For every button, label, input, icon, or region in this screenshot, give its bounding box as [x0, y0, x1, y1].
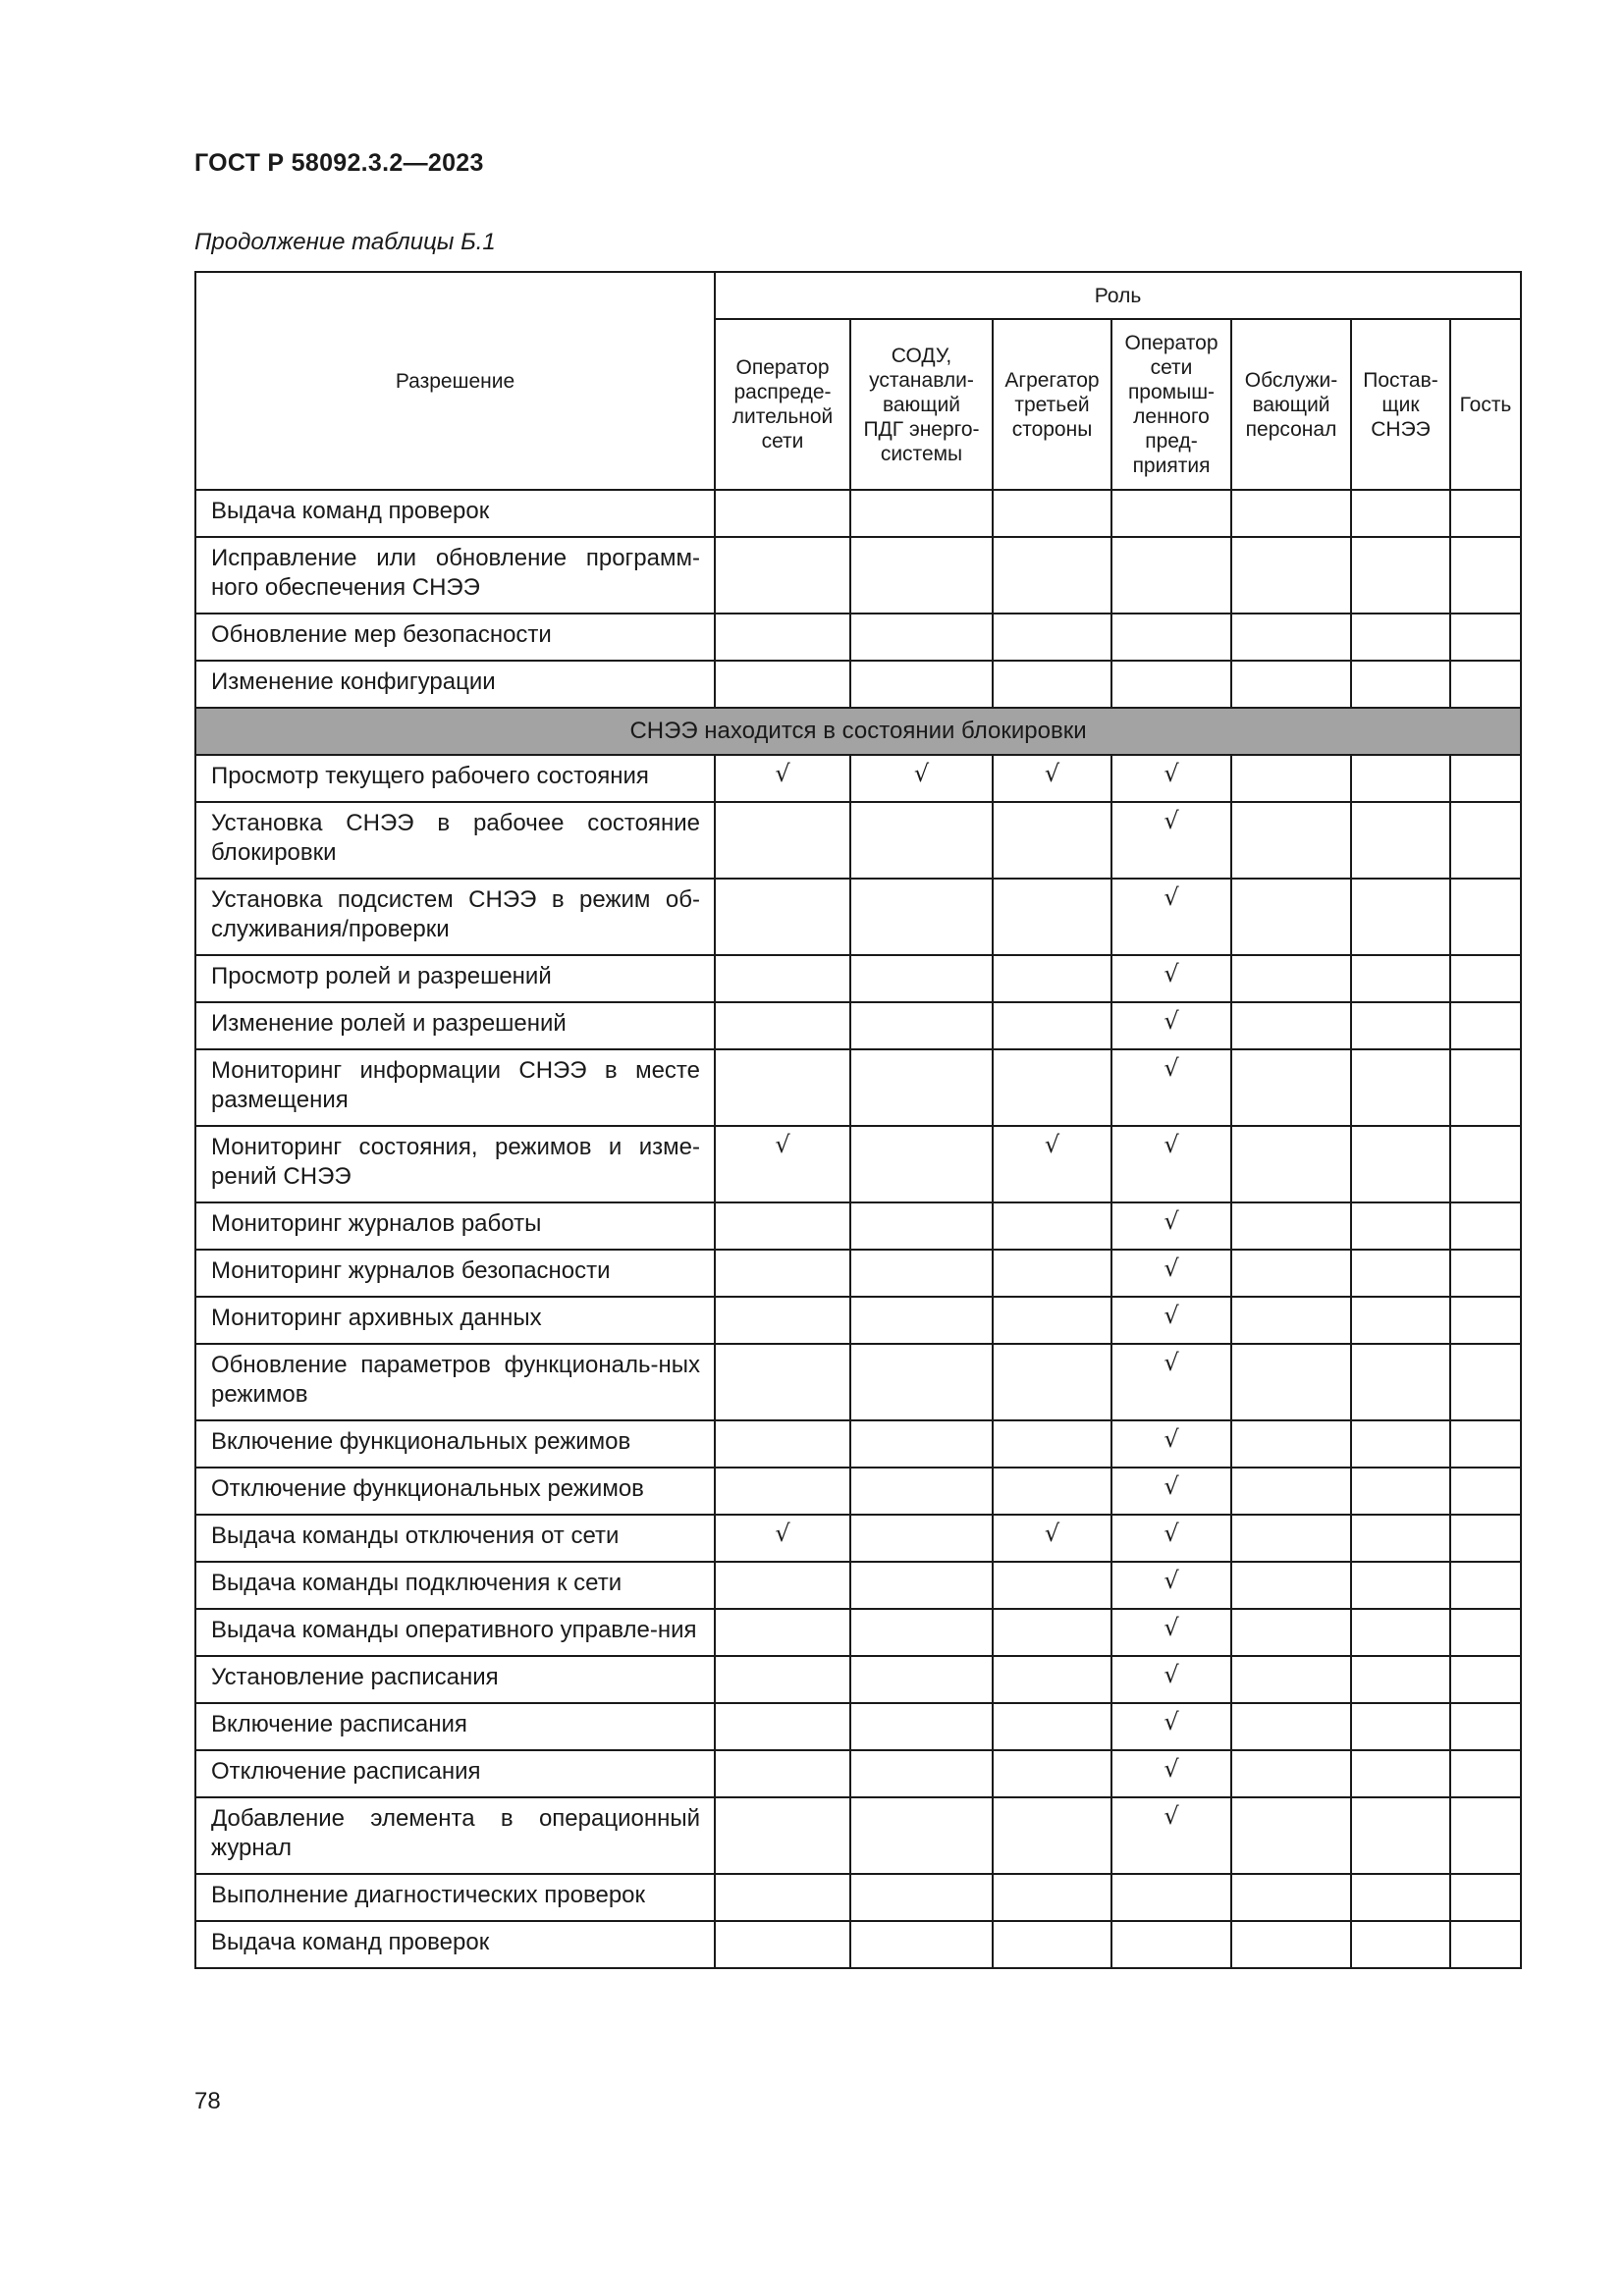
check-mark: √ [1111, 755, 1231, 802]
role-column-header: Оператор сети промыш- ленного пред- приятия [1111, 319, 1231, 490]
empty-cell [1351, 1002, 1450, 1049]
empty-cell [1351, 1049, 1450, 1126]
empty-cell [1231, 1468, 1351, 1515]
empty-cell [850, 1750, 993, 1797]
empty-cell [1450, 490, 1521, 537]
empty-cell [1111, 1921, 1231, 1968]
empty-cell [850, 490, 993, 537]
check-mark: √ [1111, 1656, 1231, 1703]
table-row [195, 614, 1521, 661]
check-mark: √ [993, 1515, 1111, 1562]
empty-cell [1111, 614, 1231, 661]
empty-cell [1231, 1703, 1351, 1750]
document-code: ГОСТ Р 58092.3.2—2023 [194, 149, 484, 177]
empty-cell [1231, 1126, 1351, 1202]
table-row [195, 490, 1521, 537]
empty-cell [850, 1656, 993, 1703]
empty-cell [993, 1202, 1111, 1250]
empty-cell [1231, 1750, 1351, 1797]
table-row [195, 1874, 1521, 1921]
empty-cell [1231, 661, 1351, 708]
table-row [195, 802, 1521, 879]
empty-cell [993, 1250, 1111, 1297]
empty-cell [993, 614, 1111, 661]
permission-label: Выдача команд проверок [195, 490, 715, 537]
empty-cell [993, 1750, 1111, 1797]
empty-cell [1351, 879, 1450, 955]
permission-label: Установка подсистем СНЭЭ в режим об-служивания/проверки [195, 879, 715, 955]
permission-label: Мониторинг архивных данных [195, 1297, 715, 1344]
permission-label: Установление расписания [195, 1656, 715, 1703]
permission-label: Установка СНЭЭ в рабочее состояние блокировки [195, 802, 715, 879]
empty-cell [993, 1049, 1111, 1126]
empty-cell [1231, 1609, 1351, 1656]
empty-cell [850, 1515, 993, 1562]
empty-cell [1351, 1468, 1450, 1515]
permission-label: Выдача команды оперативного управле-ния [195, 1609, 715, 1656]
empty-cell [850, 1797, 993, 1874]
table-row [195, 537, 1521, 614]
check-mark: √ [1111, 1126, 1231, 1202]
empty-cell [1231, 955, 1351, 1002]
empty-cell [1231, 879, 1351, 955]
empty-cell [1450, 1297, 1521, 1344]
empty-cell [715, 1797, 850, 1874]
empty-cell [1450, 1750, 1521, 1797]
empty-cell [1450, 1515, 1521, 1562]
empty-cell [1351, 1609, 1450, 1656]
permission-label: Отключение функциональных режимов [195, 1468, 715, 1515]
empty-cell [993, 1703, 1111, 1750]
check-mark: √ [993, 755, 1111, 802]
table-row [195, 955, 1521, 1002]
role-column-header: Гость [1450, 319, 1521, 490]
empty-cell [1450, 614, 1521, 661]
empty-cell [1450, 1703, 1521, 1750]
empty-cell [850, 537, 993, 614]
empty-cell [1351, 1250, 1450, 1297]
empty-cell [1450, 1562, 1521, 1609]
permission-label: Исправление или обновление программ-ного обеспечения СНЭЭ [195, 537, 715, 614]
empty-cell [850, 1703, 993, 1750]
check-mark: √ [1111, 802, 1231, 879]
permission-label: Добавление элемента в операционный журнал [195, 1797, 715, 1874]
empty-cell [1450, 1126, 1521, 1202]
empty-cell [1450, 1202, 1521, 1250]
check-mark: √ [1111, 1562, 1231, 1609]
empty-cell [1231, 614, 1351, 661]
permission-label: Обновление параметров функциональ-ных режимов [195, 1344, 715, 1420]
check-mark: √ [1111, 1703, 1231, 1750]
empty-cell [1351, 1297, 1450, 1344]
empty-cell [850, 1874, 993, 1921]
empty-cell [715, 1049, 850, 1126]
empty-cell [1111, 661, 1231, 708]
table-row [195, 1750, 1521, 1797]
permission-label: Включение функциональных режимов [195, 1420, 715, 1468]
empty-cell [850, 1344, 993, 1420]
empty-cell [1450, 1049, 1521, 1126]
empty-cell [1351, 1126, 1450, 1202]
empty-cell [1231, 1202, 1351, 1250]
empty-cell [1231, 1002, 1351, 1049]
empty-cell [1450, 537, 1521, 614]
role-group-header: Роль [715, 272, 1521, 319]
empty-cell [1351, 1202, 1450, 1250]
empty-cell [715, 802, 850, 879]
empty-cell [1450, 1921, 1521, 1968]
empty-cell [1231, 1250, 1351, 1297]
permission-label: Включение расписания [195, 1703, 715, 1750]
empty-cell [715, 1297, 850, 1344]
role-column-header: Агрегатор третьей стороны [993, 319, 1111, 490]
empty-cell [1351, 1921, 1450, 1968]
table-header [195, 272, 1521, 490]
empty-cell [715, 1750, 850, 1797]
empty-cell [1450, 1874, 1521, 1921]
permission-label: Мониторинг журналов работы [195, 1202, 715, 1250]
empty-cell [850, 802, 993, 879]
empty-cell [1351, 955, 1450, 1002]
table-row [195, 879, 1521, 955]
table-row [195, 1609, 1521, 1656]
empty-cell [715, 1344, 850, 1420]
empty-cell [1351, 802, 1450, 879]
empty-cell [850, 1002, 993, 1049]
table-row [195, 1002, 1521, 1049]
section-title: СНЭЭ находится в состоянии блокировки [195, 708, 1521, 755]
section-header [195, 708, 1521, 755]
check-mark: √ [1111, 1468, 1231, 1515]
empty-cell [850, 1468, 993, 1515]
table-row [195, 1703, 1521, 1750]
empty-cell [1231, 1515, 1351, 1562]
empty-cell [1351, 1420, 1450, 1468]
check-mark: √ [1111, 1797, 1231, 1874]
empty-cell [715, 537, 850, 614]
empty-cell [715, 490, 850, 537]
empty-cell [1450, 1656, 1521, 1703]
empty-cell [993, 490, 1111, 537]
table-row [195, 1420, 1521, 1468]
empty-cell [1231, 755, 1351, 802]
empty-cell [1450, 755, 1521, 802]
permission-label: Изменение конфигурации [195, 661, 715, 708]
table-row [195, 1797, 1521, 1874]
empty-cell [993, 1609, 1111, 1656]
rows-before-section [195, 490, 1521, 708]
permission-label: Выдача команд проверок [195, 1921, 715, 1968]
empty-cell [1231, 1797, 1351, 1874]
empty-cell [1450, 1002, 1521, 1049]
table-row [195, 1202, 1521, 1250]
empty-cell [850, 661, 993, 708]
permission-label: Выдача команды отключения от сети [195, 1515, 715, 1562]
table-row [195, 661, 1521, 708]
table-row [195, 1049, 1521, 1126]
page-number: 78 [194, 2088, 221, 2114]
permission-label: Выполнение диагностических проверок [195, 1874, 715, 1921]
empty-cell [715, 1420, 850, 1468]
empty-cell [993, 1297, 1111, 1344]
empty-cell [1450, 1420, 1521, 1468]
empty-cell [993, 1797, 1111, 1874]
table-row [195, 1250, 1521, 1297]
permission-label: Мониторинг информации СНЭЭ в месте размещения [195, 1049, 715, 1126]
check-mark: √ [1111, 1297, 1231, 1344]
empty-cell [1231, 1297, 1351, 1344]
empty-cell [1351, 490, 1450, 537]
empty-cell [850, 1562, 993, 1609]
empty-cell [1351, 755, 1450, 802]
empty-cell [715, 1562, 850, 1609]
empty-cell [993, 1562, 1111, 1609]
empty-cell [715, 661, 850, 708]
empty-cell [993, 1420, 1111, 1468]
role-column-header: Обслужи- вающий персонал [1231, 319, 1351, 490]
table-row [195, 1126, 1521, 1202]
table-caption: Продолжение таблицы Б.1 [194, 229, 496, 255]
empty-cell [1111, 490, 1231, 537]
check-mark: √ [715, 1515, 850, 1562]
check-mark: √ [1111, 1202, 1231, 1250]
empty-cell [1450, 1468, 1521, 1515]
check-mark: √ [1111, 1344, 1231, 1420]
empty-cell [1450, 1344, 1521, 1420]
check-mark: √ [1111, 1002, 1231, 1049]
check-mark: √ [1111, 1609, 1231, 1656]
permission-label: Выдача команды подключения к сети [195, 1562, 715, 1609]
empty-cell [1231, 1562, 1351, 1609]
permission-label: Обновление мер безопасности [195, 614, 715, 661]
empty-cell [1351, 1656, 1450, 1703]
check-mark: √ [1111, 1750, 1231, 1797]
check-mark: √ [993, 1126, 1111, 1202]
empty-cell [1450, 1797, 1521, 1874]
empty-cell [1231, 1656, 1351, 1703]
empty-cell [1351, 537, 1450, 614]
empty-cell [715, 1250, 850, 1297]
empty-cell [850, 1420, 993, 1468]
empty-cell [1351, 1344, 1450, 1420]
empty-cell [1450, 955, 1521, 1002]
empty-cell [715, 1703, 850, 1750]
empty-cell [715, 1874, 850, 1921]
empty-cell [850, 1202, 993, 1250]
empty-cell [850, 1126, 993, 1202]
empty-cell [850, 1921, 993, 1968]
empty-cell [850, 1297, 993, 1344]
empty-cell [850, 879, 993, 955]
permission-label: Изменение ролей и разрешений [195, 1002, 715, 1049]
table-row [195, 1468, 1521, 1515]
empty-cell [1450, 802, 1521, 879]
empty-cell [850, 614, 993, 661]
permission-label: Мониторинг состояния, режимов и изме-рений СНЭЭ [195, 1126, 715, 1202]
check-mark: √ [1111, 879, 1231, 955]
table-row [195, 1344, 1521, 1420]
check-mark: √ [1111, 1420, 1231, 1468]
empty-cell [715, 614, 850, 661]
check-mark: √ [1111, 1250, 1231, 1297]
empty-cell [1231, 537, 1351, 614]
empty-cell [993, 1344, 1111, 1420]
empty-cell [1231, 490, 1351, 537]
role-column-header: СОДУ, устанавли- вающий ПДГ энерго- системы [850, 319, 993, 490]
empty-cell [1231, 1921, 1351, 1968]
empty-cell [993, 955, 1111, 1002]
rows-after-section [195, 755, 1521, 1968]
empty-cell [715, 955, 850, 1002]
empty-cell [1351, 1515, 1450, 1562]
empty-cell [715, 879, 850, 955]
empty-cell [850, 1250, 993, 1297]
permission-label: Просмотр текущего рабочего состояния [195, 755, 715, 802]
empty-cell [1450, 1250, 1521, 1297]
empty-cell [993, 1874, 1111, 1921]
empty-cell [1111, 1874, 1231, 1921]
empty-cell [715, 1921, 850, 1968]
empty-cell [993, 1002, 1111, 1049]
empty-cell [715, 1002, 850, 1049]
table-row [195, 1921, 1521, 1968]
empty-cell [715, 1202, 850, 1250]
empty-cell [850, 1049, 993, 1126]
permission-label: Просмотр ролей и разрешений [195, 955, 715, 1002]
check-mark: √ [715, 755, 850, 802]
table-row [195, 1515, 1521, 1562]
empty-cell [1351, 1797, 1450, 1874]
permission-label: Мониторинг журналов безопасности [195, 1250, 715, 1297]
empty-cell [993, 661, 1111, 708]
empty-cell [850, 955, 993, 1002]
empty-cell [993, 1921, 1111, 1968]
empty-cell [715, 1609, 850, 1656]
empty-cell [993, 1656, 1111, 1703]
table-row [195, 1656, 1521, 1703]
empty-cell [1351, 1562, 1450, 1609]
empty-cell [715, 1468, 850, 1515]
empty-cell [1231, 1344, 1351, 1420]
table-row [195, 755, 1521, 802]
table-row [195, 1562, 1521, 1609]
role-column-header: Оператор распреде- лительной сети [715, 319, 850, 490]
empty-cell [993, 879, 1111, 955]
empty-cell [993, 802, 1111, 879]
permission-label: Отключение расписания [195, 1750, 715, 1797]
check-mark: √ [1111, 955, 1231, 1002]
empty-cell [1231, 802, 1351, 879]
empty-cell [1450, 879, 1521, 955]
table-row [195, 1297, 1521, 1344]
empty-cell [993, 1468, 1111, 1515]
role-column-header: Постав- щик СНЭЭ [1351, 319, 1450, 490]
empty-cell [1450, 1609, 1521, 1656]
empty-cell [1111, 537, 1231, 614]
empty-cell [1351, 661, 1450, 708]
check-mark: √ [715, 1126, 850, 1202]
empty-cell [993, 537, 1111, 614]
check-mark: √ [850, 755, 993, 802]
empty-cell [1231, 1049, 1351, 1126]
check-mark: √ [1111, 1049, 1231, 1126]
empty-cell [1231, 1874, 1351, 1921]
empty-cell [1351, 1874, 1450, 1921]
permission-column-header: Разрешение [195, 272, 715, 490]
empty-cell [1351, 614, 1450, 661]
empty-cell [1450, 661, 1521, 708]
empty-cell [715, 1656, 850, 1703]
empty-cell [1231, 1420, 1351, 1468]
empty-cell [850, 1609, 993, 1656]
empty-cell [1351, 1750, 1450, 1797]
empty-cell [1351, 1703, 1450, 1750]
check-mark: √ [1111, 1515, 1231, 1562]
permissions-table [194, 271, 1522, 1969]
